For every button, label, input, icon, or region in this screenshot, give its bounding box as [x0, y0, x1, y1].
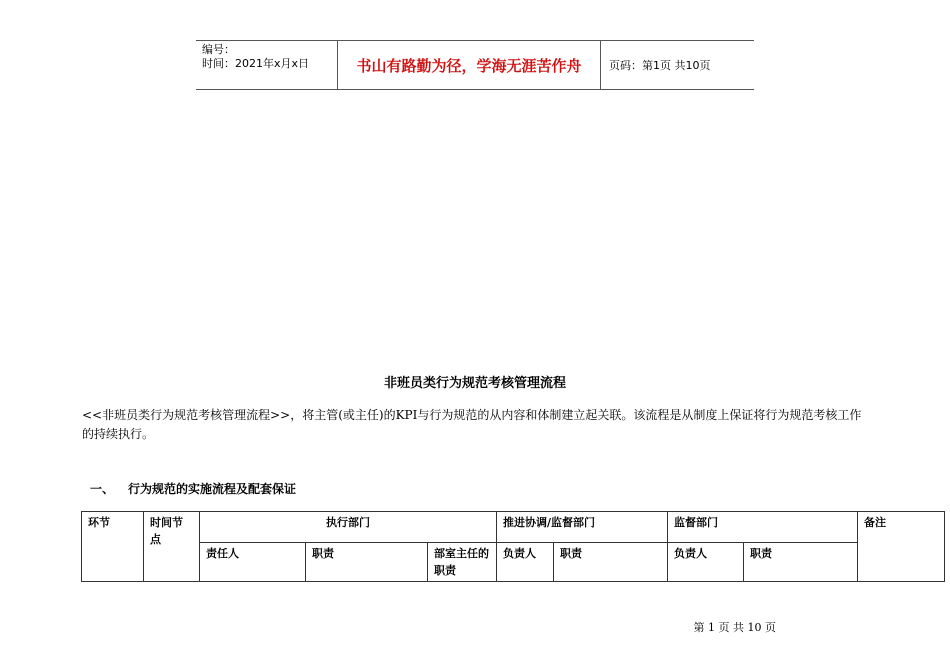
table-subheader-row — [82, 543, 945, 582]
col-link: 环节 — [82, 512, 144, 582]
section-number: 一、 — [90, 482, 115, 496]
header-page-info: 页码：第1页 共10页 — [609, 59, 711, 72]
col-coord-person: 负责人 — [497, 543, 554, 582]
col-super-person: 负责人 — [668, 543, 744, 582]
page-footer: 第 1 页 共 10 页 — [693, 621, 776, 634]
document-title: 非班员类行为规范考核管理流程 — [383, 376, 566, 391]
col-super-duty: 职责 — [744, 543, 858, 582]
time-label: 时间：2021年x月x日 — [202, 57, 310, 70]
table-header-row — [82, 512, 945, 543]
col-remark: 备注 — [858, 512, 945, 582]
header-meta — [196, 41, 337, 89]
section-title: 行为规范的实施流程及配套保证 — [128, 482, 297, 496]
header-slogan: 书山有路勤为径，学海无涯苦作舟 — [337, 41, 601, 89]
number-label: 编号： — [202, 43, 235, 56]
col-responsible: 责任人 — [200, 543, 306, 582]
section-heading — [90, 480, 296, 497]
col-time-node: 时间节点 — [144, 512, 200, 582]
col-duty: 职责 — [306, 543, 428, 582]
col-coord-dept: 推进协调/监督部门 — [497, 512, 668, 543]
col-coord-duty: 职责 — [554, 543, 668, 582]
col-super-dept: 监督部门 — [668, 512, 858, 543]
col-dept-head-duty: 部室主任的职责 — [428, 543, 497, 582]
process-table — [81, 511, 945, 582]
page-header — [196, 40, 754, 90]
intro-paragraph: <<非班员类行为规范考核管理流程>>，将主管(或主任)的KPI与行为规范的从内容和体制建立起关联。该流程是从制度上保证将行为规范考核工作的持续执行。 — [82, 408, 862, 441]
col-exec-dept: 执行部门 — [200, 512, 497, 543]
